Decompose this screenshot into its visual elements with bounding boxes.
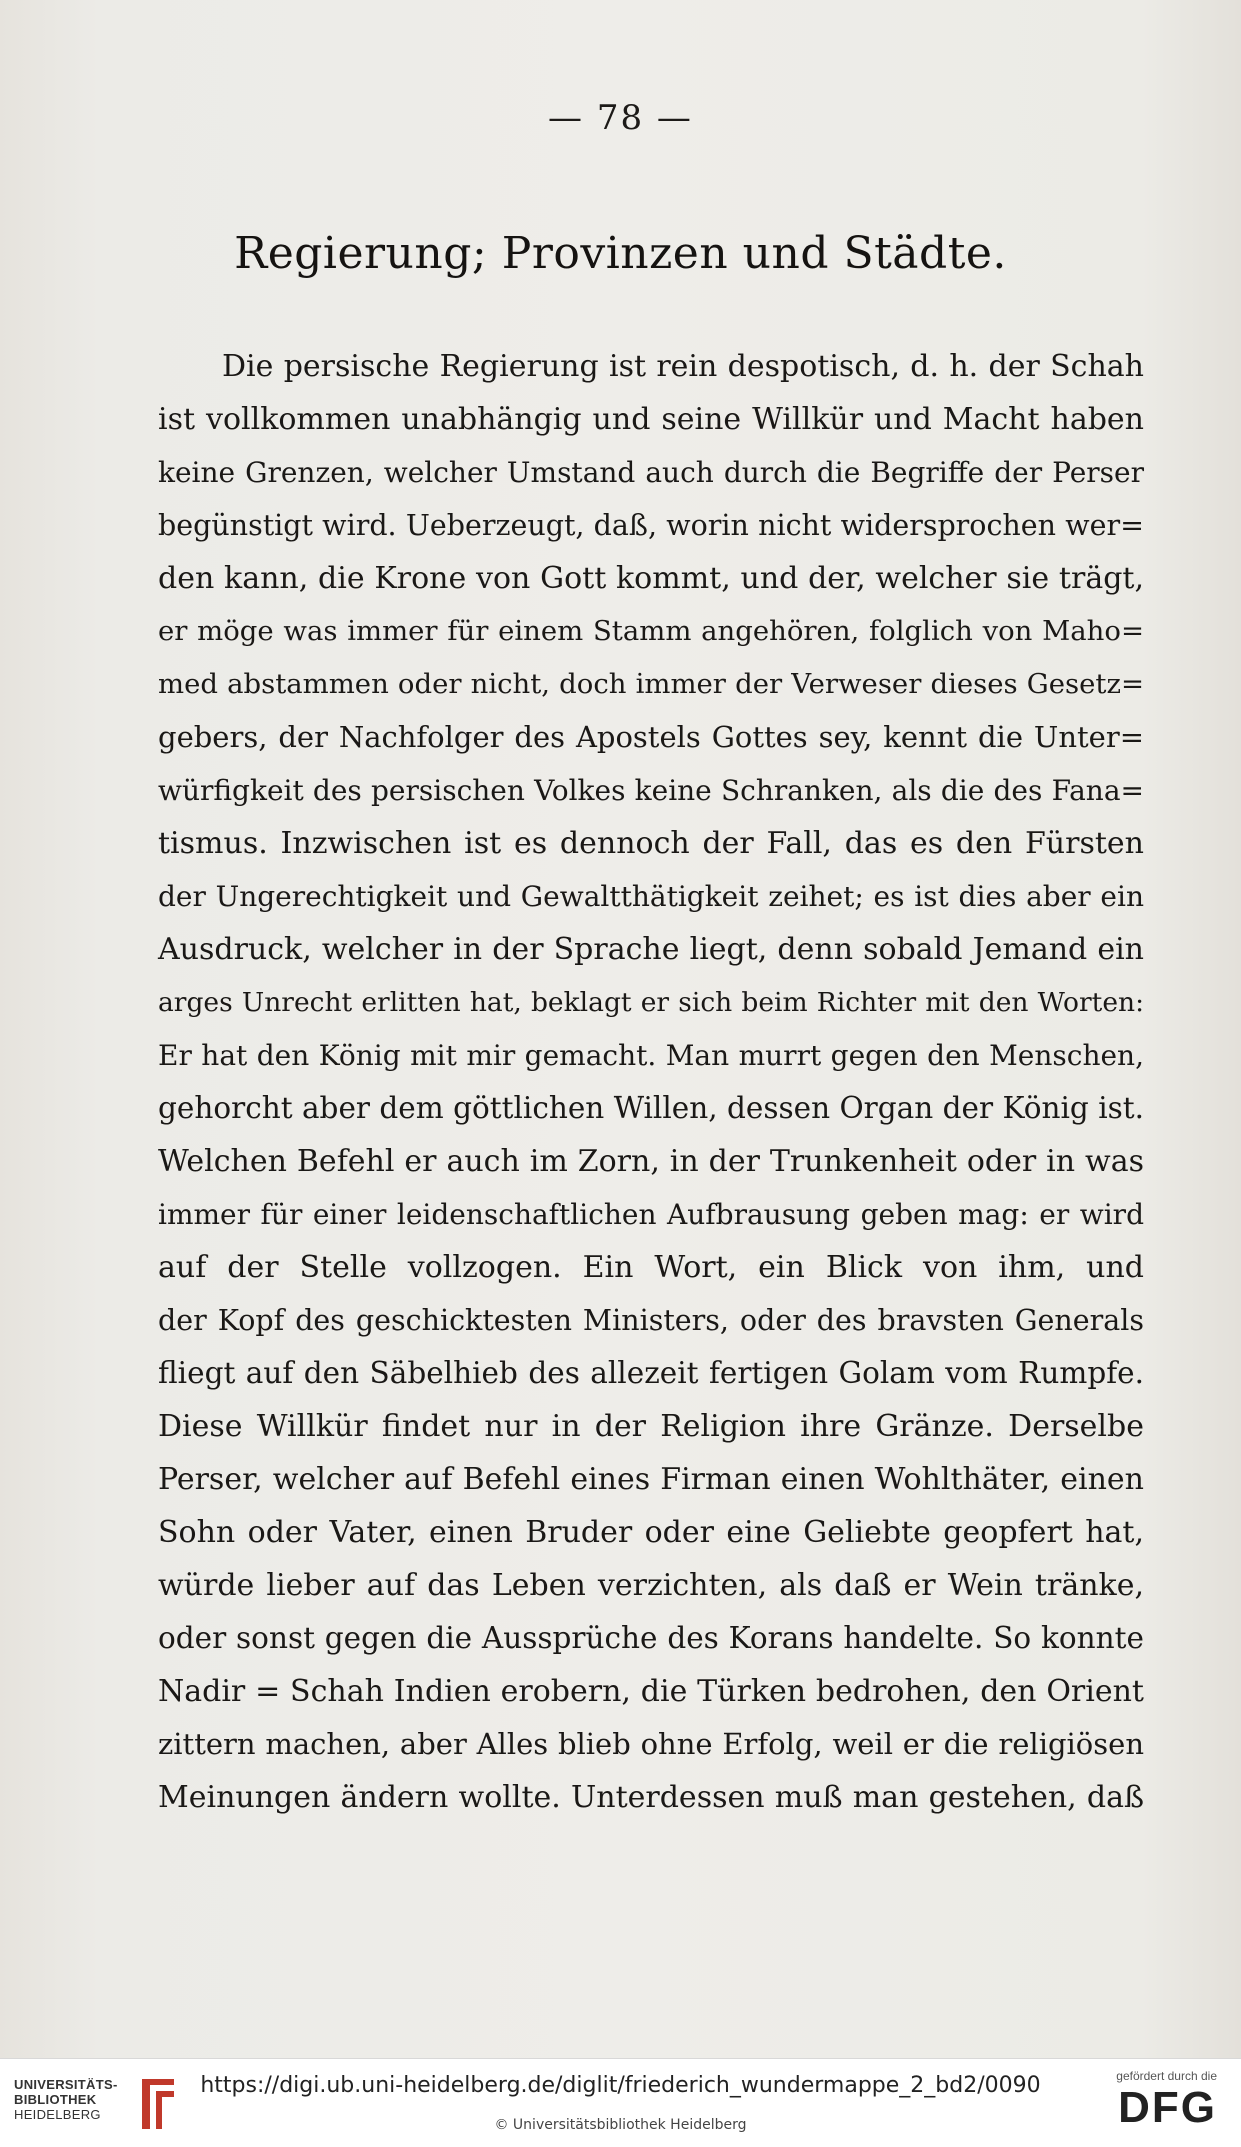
section-title: Regierung; Provinzen und Städte. [234, 228, 1007, 279]
page-number: — 78 — [548, 98, 693, 138]
text-line: Meinungen ändern wollte. Unterdessen muß man gestehen, daß [158, 1780, 1144, 1815]
text-line: würde lieber auf das Leben verzichten, als daß er Wein tränke, [158, 1568, 1144, 1603]
permalink-url[interactable]: https://digi.ub.uni-heidelberg.de/diglit/friederich_wundermappe_2_bd2/0090 [200, 2073, 1041, 2098]
text-line: Sohn oder Vater, einen Bruder oder eine Geliebte geopfert hat, [158, 1515, 1144, 1550]
text-line: gebers, der Nachfolger des Apostels Gottes sey, kennt die Unter= [158, 720, 1144, 754]
text-line: ist vollkommen unabhängig und seine Willkür und Macht haben [158, 402, 1144, 437]
logo-line: UNIVERSITÄTS- [14, 2077, 118, 2092]
body-text [158, 340, 1144, 1824]
text-line: Perser, welcher auf Befehl eines Firman einen Wohlthäter, einen [158, 1462, 1144, 1497]
text-line: immer für einer leidenschaftlichen Aufbrausung geben mag: er wird [158, 1198, 1144, 1231]
footer-bar [0, 2058, 1241, 2147]
copyright-notice: © Universitätsbibliothek Heidelberg [494, 2117, 747, 2133]
text-line: würfigkeit des persischen Volkes keine Schranken, als die des Fana= [158, 774, 1144, 807]
text-line: der Ungerechtigkeit und Gewaltthätigkeit zeihet; es ist dies aber ein [158, 880, 1144, 913]
text-line: oder sonst gegen die Aussprüche des Korans handelte. So konnte [158, 1621, 1144, 1655]
text-line: Welchen Befehl er auch im Zorn, in der Trunkenheit oder in was [158, 1144, 1144, 1179]
text-line: Er hat den König mit mir gemacht. Man murrt gegen den Menschen, [158, 1039, 1144, 1072]
text-line: Nadir = Schah Indien erobern, die Türken bedrohen, den Orient [158, 1674, 1144, 1709]
dfg-logo [1087, 2069, 1217, 2133]
text-line: auf der Stelle vollzogen. Ein Wort, ein Blick von ihm, und [158, 1250, 1144, 1285]
text-line: gehorcht aber dem göttlichen Willen, dessen Organ der König ist. [158, 1091, 1144, 1125]
funded-by-label: gefördert durch die [1116, 2069, 1217, 2083]
text-line: keine Grenzen, welcher Umstand auch durch die Begriffe der Perser [158, 456, 1144, 489]
text-line: fliegt auf den Säbelhieb des allezeit fertigen Golam vom Rumpfe. [158, 1356, 1144, 1390]
logo-line: HEIDELBERG [14, 2107, 101, 2122]
text-line: er möge was immer für einem Stamm angehören, folglich von Maho= [158, 615, 1144, 647]
text-line: den kann, die Krone von Gott kommt, und der, welcher sie trägt, [158, 561, 1144, 596]
dfg-wordmark: DFG [1118, 2083, 1217, 2132]
text-line: med abstammen oder nicht, doch immer der Verweser dieses Gesetz= [158, 668, 1144, 700]
logo-line: BIBLIOTHEK [14, 2092, 97, 2107]
text-line: Ausdruck, welcher in der Sprache liegt, denn sobald Jemand ein [158, 932, 1144, 967]
text-line: Diese Willkür findet nur in der Religion ihre Gränze. Derselbe [158, 1409, 1144, 1444]
text-line: begünstigt wird. Ueberzeugt, daß, worin nicht widersprochen wer= [158, 509, 1144, 542]
text-line: Die persische Regierung ist rein despotisch, d. h. der Schah [222, 349, 1144, 384]
text-line: zittern machen, aber Alles blieb ohne Erfolg, weil er die religiösen [158, 1727, 1144, 1761]
text-line: arges Unrecht erlitten hat, beklagt er sich beim Richter mit den Worten: [158, 987, 1144, 1018]
text-line: tismus. Inzwischen ist es dennoch der Fall, das es den Fürsten [158, 826, 1144, 861]
text-line: der Kopf des geschicktesten Ministers, oder des bravsten Generals [158, 1304, 1144, 1337]
